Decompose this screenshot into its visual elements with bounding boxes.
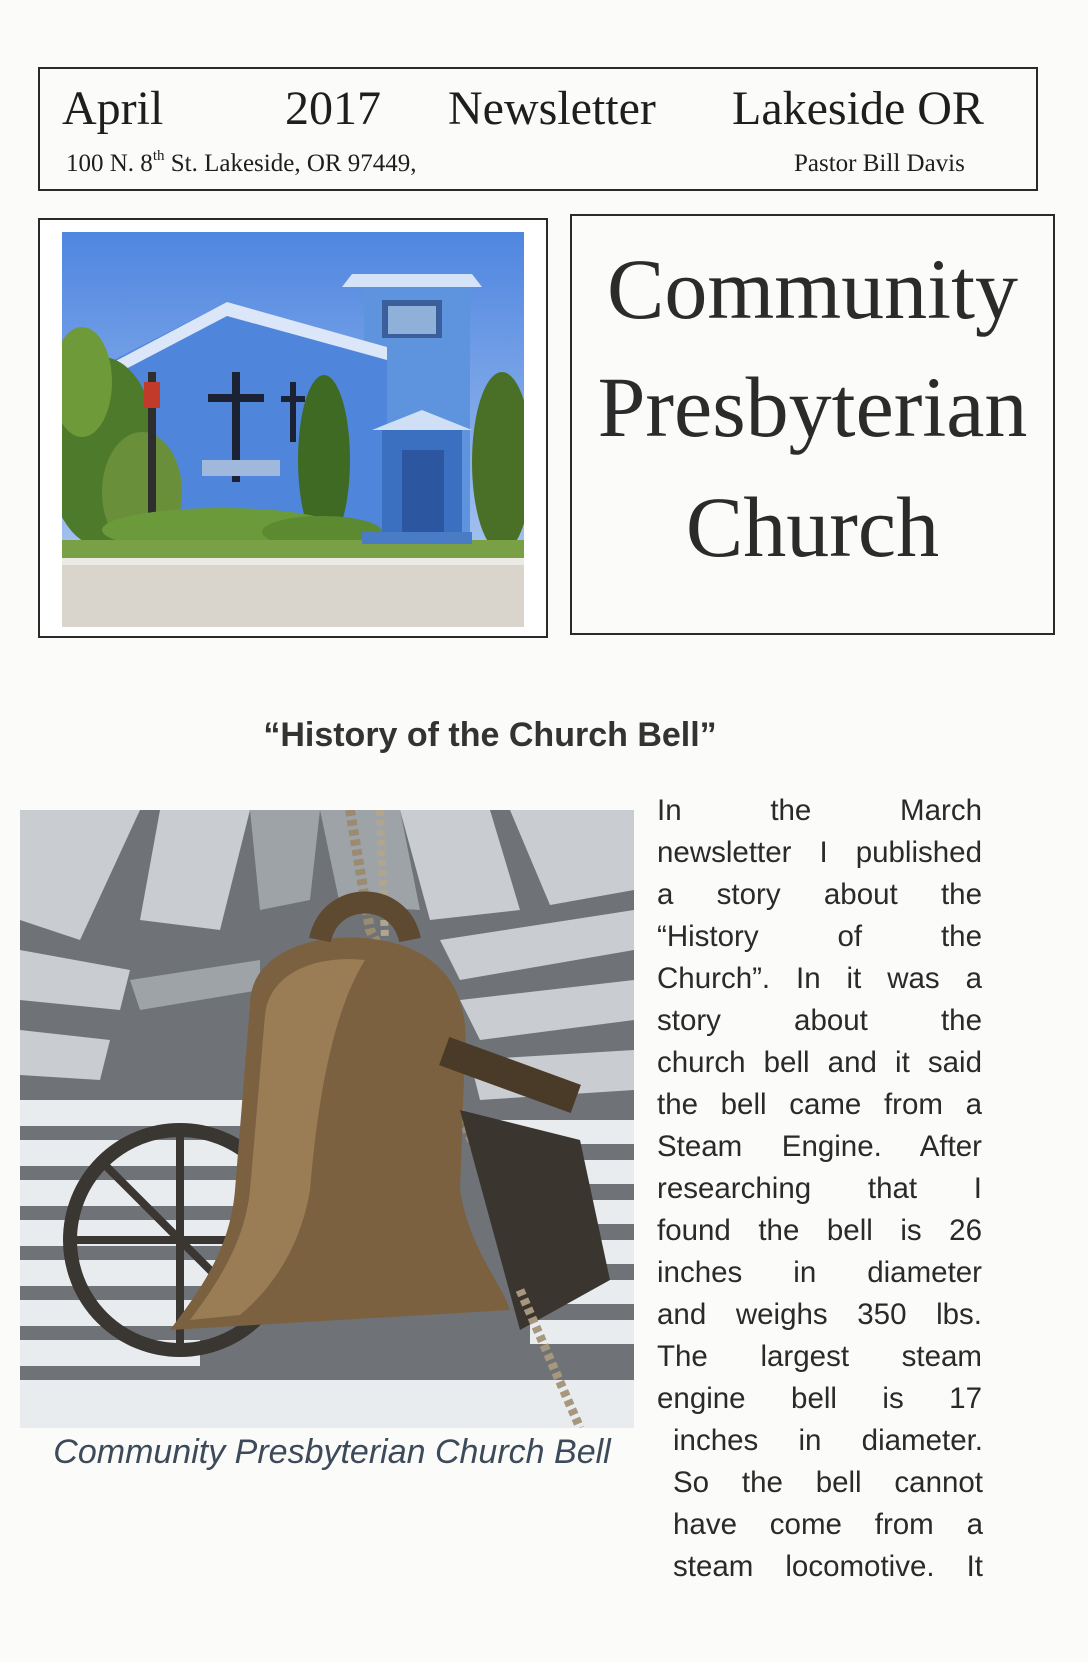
article-line: So the bell cannot: [673, 1466, 983, 1499]
article-line: The largest steam: [657, 1340, 982, 1373]
article-line: “History of the: [657, 920, 982, 953]
article-body-column: [657, 790, 982, 1420]
article-line: found the bell is 26: [657, 1214, 982, 1247]
header-location: Lakeside OR: [732, 82, 984, 135]
title-line-presbyterian: Presbyterian: [597, 359, 1028, 455]
article-line: have come from a: [673, 1508, 983, 1541]
header-year: 2017: [285, 82, 381, 135]
header-month: April: [62, 82, 164, 135]
church-name-box: [570, 214, 1055, 635]
article-line: a story about the: [657, 878, 982, 911]
article-line: church bell and it said: [657, 1046, 982, 1079]
church-photo-frame: [38, 218, 548, 638]
article-line: researching that I: [657, 1172, 982, 1205]
church-photo: [62, 232, 524, 627]
article-line: steam locomotive. It: [673, 1550, 983, 1583]
article-line: newsletter I published: [657, 836, 982, 869]
article-headline: “History of the Church Bell”: [263, 716, 717, 754]
article-body-continued: [673, 1420, 983, 1588]
article-line: inches in diameter: [657, 1256, 982, 1289]
article-line: engine bell is 17: [657, 1382, 982, 1415]
header-newsletter-label: Newsletter: [448, 82, 656, 135]
article-line: the bell came from a: [657, 1088, 982, 1121]
bell-photo-caption: Community Presbyterian Church Bell: [53, 1433, 611, 1471]
header-pastor: Pastor Bill Davis: [794, 150, 965, 177]
article-line: In the March: [657, 794, 982, 827]
article-line: inches in diameter.: [673, 1424, 983, 1457]
article-line: and weighs 350 lbs.: [657, 1298, 982, 1331]
church-bell-photo: [20, 810, 634, 1428]
article-line: Church”. In it was a: [657, 962, 982, 995]
article-line: Steam Engine. After: [657, 1130, 982, 1163]
title-line-church: Church: [685, 479, 940, 575]
article-line: story about the: [657, 1004, 982, 1037]
title-line-community: Community: [607, 241, 1018, 337]
header-address: 100 N. 8th St. Lakeside, OR 97449,: [66, 148, 417, 177]
newsletter-header: [38, 67, 1038, 191]
